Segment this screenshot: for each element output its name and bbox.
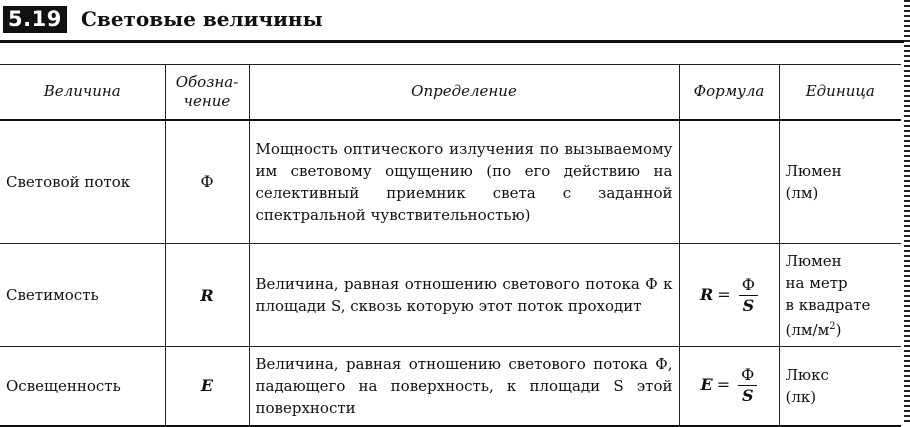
unit-line [786,316,896,341]
section-title: Световые величины [81,7,323,31]
formula-fraction [739,276,758,315]
quantity-definition: Величина, равная отношению светового потока Ф, падающего на поверхность, к площади S этой поверхности [249,347,679,426]
quantity-unit [779,347,901,426]
table-row [0,347,901,426]
formula-numerator: Ф [738,366,757,386]
quantity-formula [679,244,779,347]
column-header-definition: Определение [249,65,679,120]
formula-denominator: S [742,295,755,315]
formula-lhs: R [700,284,714,304]
formula-fraction [738,366,757,405]
quantities-table [0,64,901,427]
quantity-name: Светимость [0,244,165,347]
unit-line: Люмен [785,251,842,270]
formula-denominator: S [742,386,754,406]
unit-close: ) [835,320,842,339]
column-header-symbol: Обозна- чение [165,65,249,120]
column-header-formula: Формула [679,65,779,120]
unit-line: (лм) [785,183,819,202]
quantity-formula [679,347,779,426]
quantity-name: Световой поток [0,120,165,244]
quantity-name: Освещенность [0,347,165,426]
table-row [0,244,901,347]
quantity-symbol: E [165,347,249,426]
table-header-row [0,65,901,120]
formula-equals: = [717,284,731,304]
unit-line: на метр [785,273,848,292]
formula-numerator: Ф [739,276,758,296]
column-header-quantity: Величина [0,65,165,120]
quantity-symbol: Ф [165,120,249,244]
unit-line: (лк) [785,387,817,406]
formula-lhs: E [700,375,713,395]
formula-equals: = [716,375,731,395]
quantity-unit [779,244,901,347]
quantity-unit [779,120,901,244]
page-edge [904,0,910,425]
unit-line: в квадрате [785,295,871,314]
quantity-formula [679,120,779,244]
table-row [0,120,901,244]
unit-line: Люкс [785,365,829,384]
quantity-definition: Мощность оптического излучения по вызываемому им световому ощущению (по его действию на селективный приемник света с заданной спектральной чувствительностью) [249,120,679,244]
unit-abbrev: (лм/м [785,320,830,339]
section-header [0,0,910,44]
section-number-badge: 5.19 [3,6,67,33]
quantity-symbol: R [165,244,249,347]
quantity-definition: Величина, равная отношению светового потока Ф к площади S, сквозь которую этот поток проходит [249,244,679,347]
unit-exponent: 2 [829,320,836,332]
unit-line: Люмен [785,161,842,180]
column-header-unit: Единица [779,65,901,120]
header-rule [0,40,910,43]
